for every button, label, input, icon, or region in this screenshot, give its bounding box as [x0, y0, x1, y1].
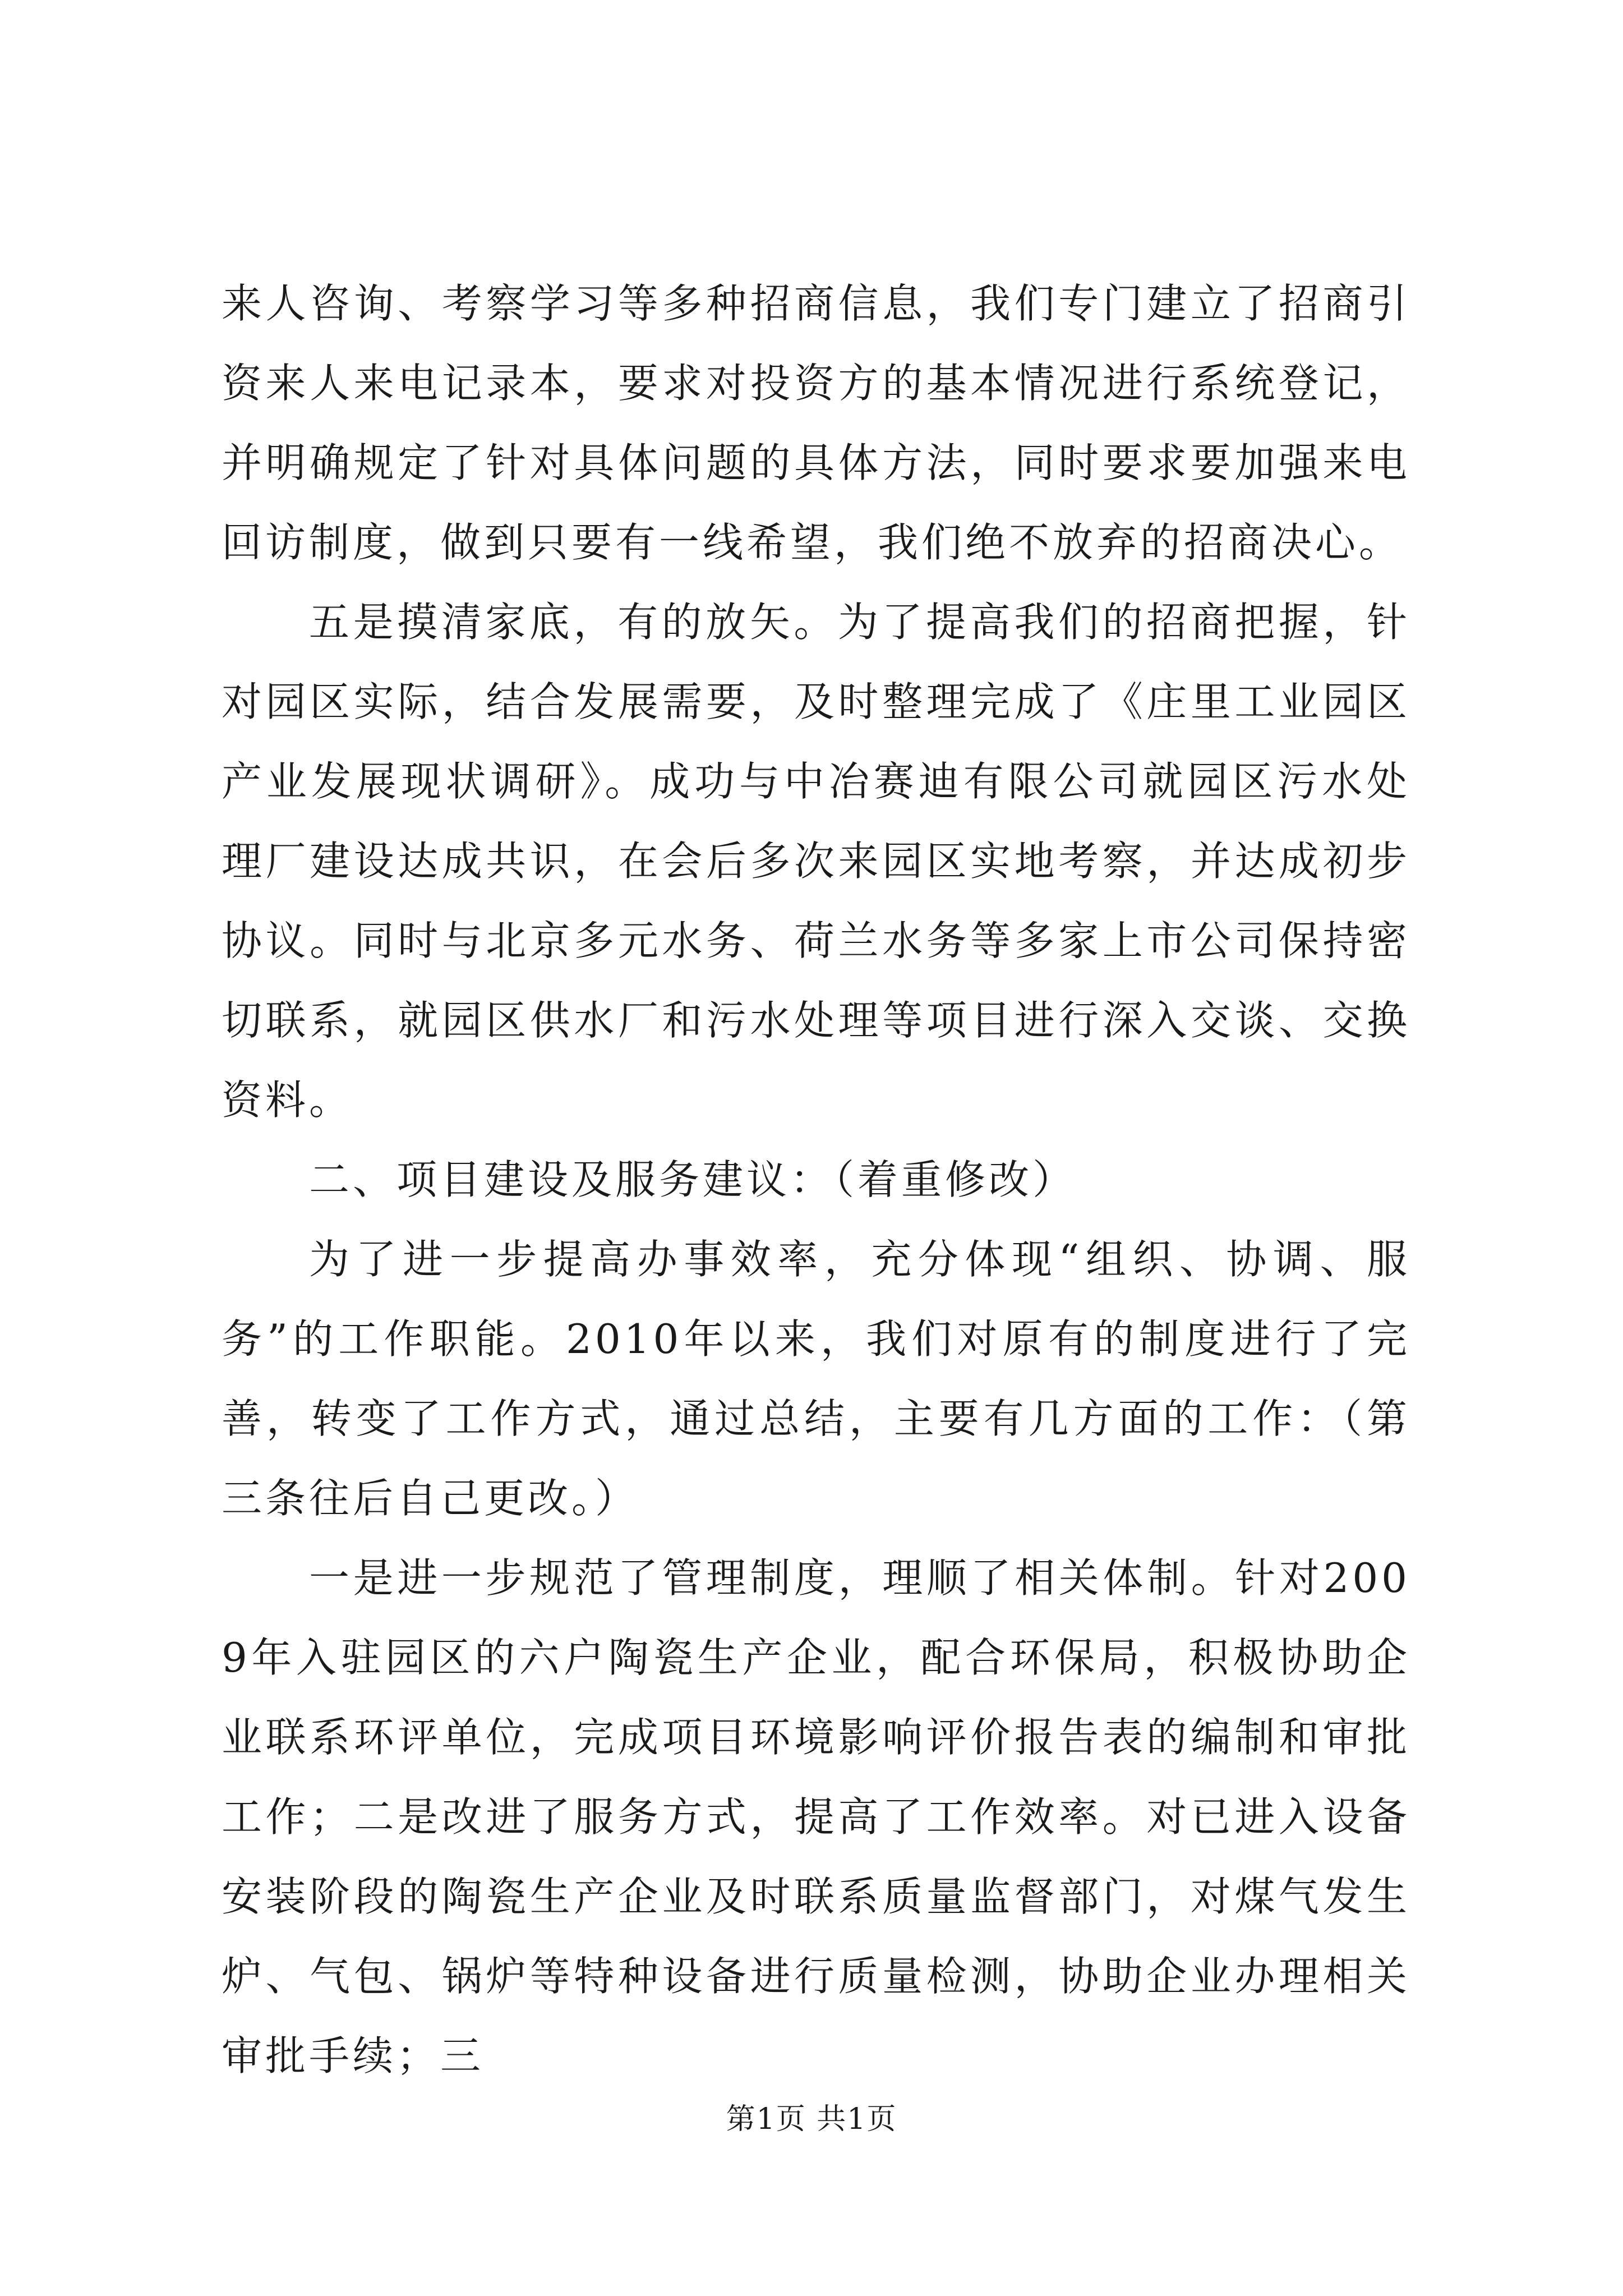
- paragraph-item-one: 一是进一步规范了管理制度，理顺了相关体制。针对2009年入驻园区的六户陶瓷生产企业，配合环保局，积极协助企业联系环评单位，完成项目环境影响评价报告表的编制和审批工作；二是改进了服务方式，提高了工作效率。对已进入设备安装阶段的陶瓷生产企业及时联系质量监督部门，对煤气发生炉、气包、锅炉等特种设备进行质量检测，协助企业办理相关审批手续；三: [222, 1554, 1410, 2079]
- section-heading: 二、项目建设及服务建议：（着重修改）: [309, 1156, 1077, 1203]
- paragraph-continuation: 来人咨询、考察学习等多种招商信息，我们专门建立了招商引资来人来电记录本，要求对投资方的基本情况进行系统登记，并明确规定了针对具体问题的具体方法，同时要求要加强来电回访制度，做到只要有一线希望，我们绝不放弃的招商决心。: [222, 280, 1410, 566]
- document-body: [222, 264, 1410, 2096]
- paragraph-intro: 为了进一步提高办事效率，充分体现“组织、协调、服务”的工作职能。2010年以来，我们对原有的制度进行了完善，转变了工作方式，通过总结，主要有几方面的工作：（第三条往后自己更改。）: [222, 1236, 1410, 1522]
- paragraph-item-five: 五是摸清家底，有的放矢。为了提高我们的招商把握，针对园区实际，结合发展需要，及时整理完成了《庄里工业园区产业发展现状调研》。成功与中冶赛迪有限公司就园区污水处理厂建设达成共识，在会后多次来园区实地考察，并达成初步协议。同时与北京多元水务、荷兰水务等多家上市公司保持密切联系，就园区供水厂和污水处理等项目进行深入交谈、交换资料。: [222, 599, 1410, 1124]
- page-footer: 第1页 共1页: [726, 2102, 897, 2136]
